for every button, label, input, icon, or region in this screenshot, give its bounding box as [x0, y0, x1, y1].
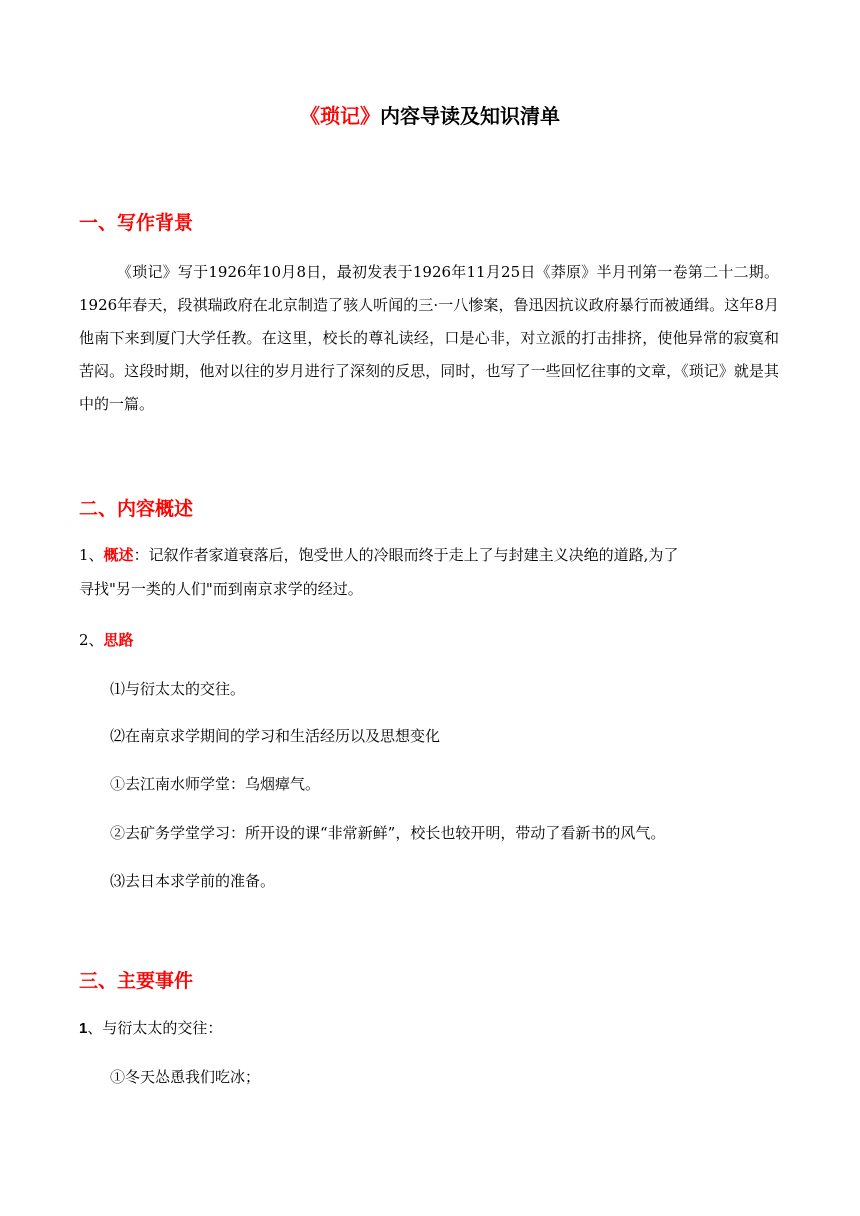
summary-item-2: [79, 628, 134, 652]
summary-item-1-line2: 寻找"另一类的人们"而到南京求学的经过。: [79, 580, 363, 598]
events-sub-item: ①冬天怂恿我们吃冰；: [110, 1068, 261, 1086]
document-title: [0, 100, 860, 129]
section-heading-events: 三、主要事件: [79, 970, 194, 992]
title-book-name: 《琐记》: [300, 104, 380, 128]
section-heading-summary: 二、内容概述: [79, 498, 194, 520]
background-paragraph: 《琐记》写于1926年10月8日，最初发表于1926年11月25日《莽原》半月刊第一卷第二十二期。1926年春天，段祺瑞政府在北京制造了骇人听闻的三·一八惨案，鲁迅因抗议政府暴行而被通缉。这年8月他南下来到厦门大学任教。在这里，校长的尊礼读经，口是心非，对立派的打击排挤，使他异常的寂寞和苦闷。这段时期，他对以往的岁月进行了深刻的反思，同时，也写了一些回忆往事的文章，《琐记》就是其中的一篇。: [79, 263, 779, 413]
summary-item-1: [79, 543, 678, 567]
item-label-overview: 概述: [103, 546, 134, 564]
item-number: 1、: [79, 546, 104, 564]
outline-point: ②去矿务学堂学习：所开设的课“非常新鲜”，校长也较开明，带动了看新书的风气。: [110, 824, 666, 842]
title-rest: 内容导读及知识清单: [380, 104, 560, 128]
outline-point: ⑵在南京求学期间的学习和生活经历以及思想变化: [110, 727, 441, 745]
item-number: 1: [79, 1020, 88, 1037]
section-heading-background: 一、写作背景: [79, 212, 194, 234]
item-text: ：记叙作者家道衰落后，饱受世人的冷眼而终于走上了与封建主义决绝的道路,为了: [133, 546, 679, 564]
item-text: 、与衍太太的交往：: [87, 1019, 223, 1037]
item-label-outline: 思路: [103, 631, 134, 649]
events-item-1: [79, 1016, 222, 1041]
outline-point: ⑴与衍太太的交往。: [110, 680, 246, 698]
outline-point: ①去江南水师学堂：乌烟瘴气。: [110, 775, 321, 793]
outline-point: ⑶去日本求学前的准备。: [110, 872, 276, 890]
item-number: 2、: [79, 631, 104, 649]
